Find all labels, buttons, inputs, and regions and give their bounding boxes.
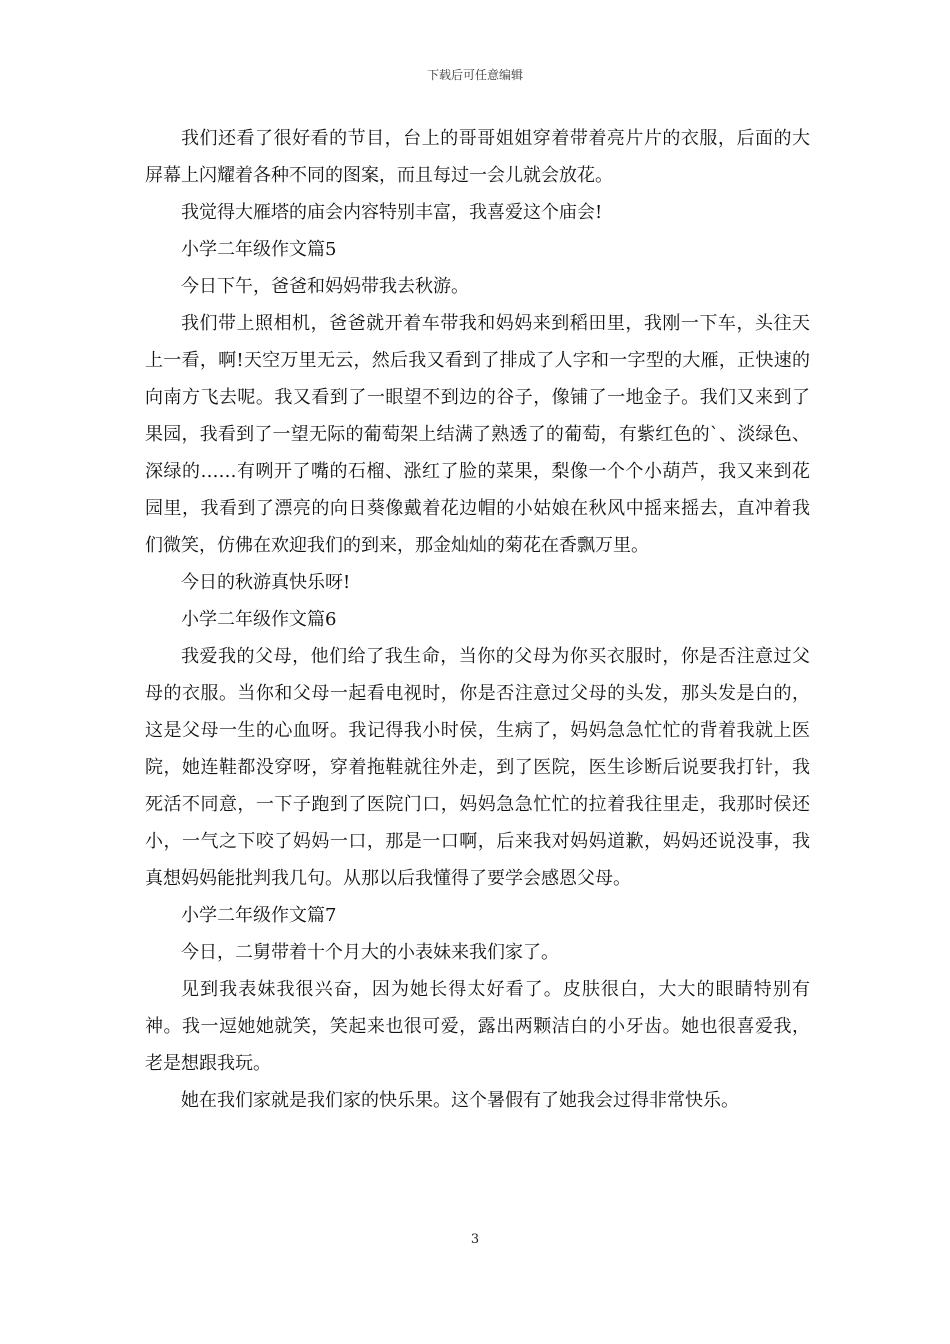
paragraph: 我觉得大雁塔的庙会内容特别丰富，我喜爱这个庙会!	[181, 202, 603, 223]
paragraph: 我爱我的父母，他们给了我生命，当你的父母为你买衣服时，你是否注意过父母的衣服。当你和父母一起看电视时，你是否注意过父母的头发，那头发是白的，这是父母一生的心血呀。我记得我小时侯，生病了，妈妈急急忙忙的背着我就上医院，她连鞋都没穿呀，穿着拖鞋就往外走，到了医院，医生诊断后说要我打针，我死活不同意，一下子跑到了医院门口，妈妈急急忙忙的拉着我往里走，我那时侯还小，一气之下咬了妈妈一口，那是一口啊，后来我对妈妈道歉，妈妈还说没事，我真想妈妈能批判我几句。从那以后我懂得了要学会感恩父母。	[145, 646, 810, 889]
essay-heading: 小学二年级作文篇6	[181, 609, 337, 630]
paragraph: 今日的秋游真快乐呀!	[181, 572, 351, 593]
paragraph: 她在我们家就是我们家的快乐果。这个暑假有了她我会过得非常快乐。	[181, 1090, 739, 1111]
paragraph: 我们还看了很好看的节目，台上的哥哥姐姐穿着带着亮片片的衣服，后面的大屏幕上闪耀着各种不同的图案，而且每过一会儿就会放花。	[145, 128, 810, 186]
paragraph: 今日下午，爸爸和妈妈带我去秋游。	[181, 276, 469, 297]
page-header: 下载后可任意编辑	[426, 68, 523, 82]
essay-heading: 小学二年级作文篇7	[181, 905, 337, 926]
paragraph: 见到我表妹我很兴奋，因为她长得太好看了。皮肤很白，大大的眼睛特别有神。我一逗她她就笑，笑起来也很可爱，露出两颗洁白的小牙齿。她也很喜爱我，老是想跟我玩。	[145, 979, 810, 1074]
paragraph: 今日，二舅带着十个月大的小表妹来我们家了。	[181, 942, 559, 963]
page-number: 3	[470, 1232, 480, 1247]
essay-heading: 小学二年级作文篇5	[181, 239, 337, 260]
document-body	[145, 120, 810, 1119]
paragraph: 我们带上照相机，爸爸就开着车带我和妈妈来到稻田里，我刚一下车，头往天上一看，啊!天空万里无云，然后我又看到了排成了人字和一字型的大雁，正快速的向南方飞去呢。我又看到了一眼望不到边的谷子，像铺了一地金子。我们又来到了果园，我看到了一望无际的葡萄架上结满了熟透了的葡萄，有紫红色的`、淡绿色、深绿的……有咧开了嘴的石榴、涨红了脸的菜果，梨像一个个小葫芦，我又来到花园里，我看到了漂亮的向日葵像戴着花边帽的小姑娘在秋风中摇来摇去，直冲着我们微笑，仿佛在欢迎我们的到来，那金灿灿的菊花在香飘万里。	[145, 313, 810, 556]
